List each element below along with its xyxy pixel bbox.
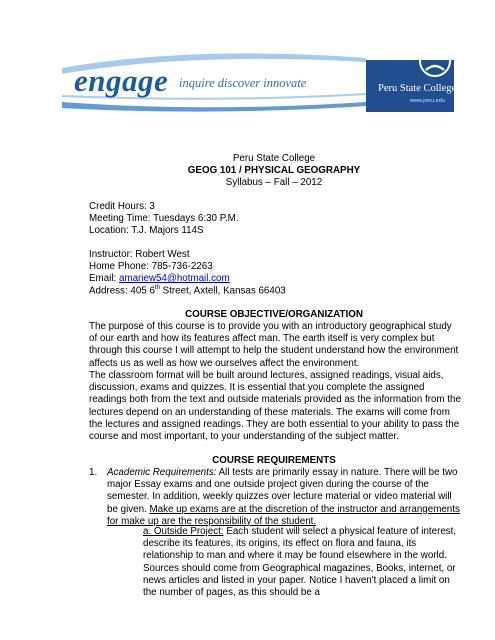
brand-url: www.peru.edu: [410, 98, 445, 104]
brand-name: Peru State College: [378, 83, 457, 94]
meeting-time: Meeting Time: Tuesdays 6:30 P.M.: [89, 213, 239, 224]
tagline: inquire discover innovate: [179, 76, 307, 90]
address-label: Address: 405 6: [89, 285, 155, 297]
outside-project-label: a. Outside Project:: [143, 526, 224, 537]
address-line: [89, 285, 286, 296]
credit-hours: Credit Hours: 3: [89, 201, 155, 212]
syllabus-term: Syllabus – Fall – 2012: [225, 177, 323, 188]
college-seal-icon: [418, 44, 452, 78]
instructor-name: Instructor: Robert West: [89, 249, 190, 260]
header-banner: [62, 50, 457, 114]
email-line: [89, 273, 230, 284]
objective-paragraph-1: The purpose of this course is to provide you with an introductory geographical study of our earth and how its features affect man. The earth itself is very complex but through this course I will attempt to help the student understand how the environment affects us as well as how we ourselves affect the environment.: [89, 321, 459, 369]
outside-project-text: [143, 526, 461, 599]
engage-logo-text: engage: [74, 63, 169, 98]
address-superscript: th: [154, 285, 160, 291]
item-1-title: Academic Requirements:: [107, 467, 217, 478]
objective-heading: COURSE OBJECTIVE/ORGANIZATION: [185, 309, 363, 320]
college-name: Peru State College: [232, 153, 316, 164]
item-1-text: [107, 467, 461, 528]
location: Location: T.J. Majors 114S: [89, 225, 204, 236]
email-link[interactable]: amariew54@hotmail.com: [118, 273, 230, 284]
item-1-body: All tests are primarily essay in nature. There will be two major Essay exams and one outside project given during the course of the semester. In addition, weekly quizzes over lecture material or video material will be given.: [107, 467, 458, 515]
item-1-makeup-policy: Make up exams are at the discretion of the instructor and arrangements for make up are the responsibility of the student.: [107, 503, 460, 527]
item-1-number: 1.: [89, 467, 98, 478]
course-title: GEOG 101 / PHYSICAL GEOGRAPHY: [187, 165, 361, 176]
outside-project-body: Each student will select a physical feature of interest, describe its features, its origins, its effect on flora and fauna, its relationship to man and where it may be found elsewhere in the world. Sources should come from Geographical magazines, Books, internet, or news articles and listed in your paper. Notice I haven't placed a limit on the number of pages, as this should be a: [143, 526, 457, 599]
address-rest: Street, Axtell, Kansas 66403: [159, 285, 286, 297]
objective-paragraph-2: The classroom format will be built around lectures, assigned readings, visual aids, discussion, exams and quizzes. It is essential that you complete the assigned readings both from the text and outside materials provided as the information from the lectures depend on an understanding of these materials. The exams will come from the lectures and assigned readings. They are both essential to your ability to pass the course and most important, to your understanding of the subject matter.: [89, 370, 461, 443]
home-phone: Home Phone: 785-736-2263: [89, 261, 213, 272]
requirements-heading: COURSE REQUIREMENTS: [212, 455, 336, 466]
email-label: Email:: [89, 273, 119, 284]
